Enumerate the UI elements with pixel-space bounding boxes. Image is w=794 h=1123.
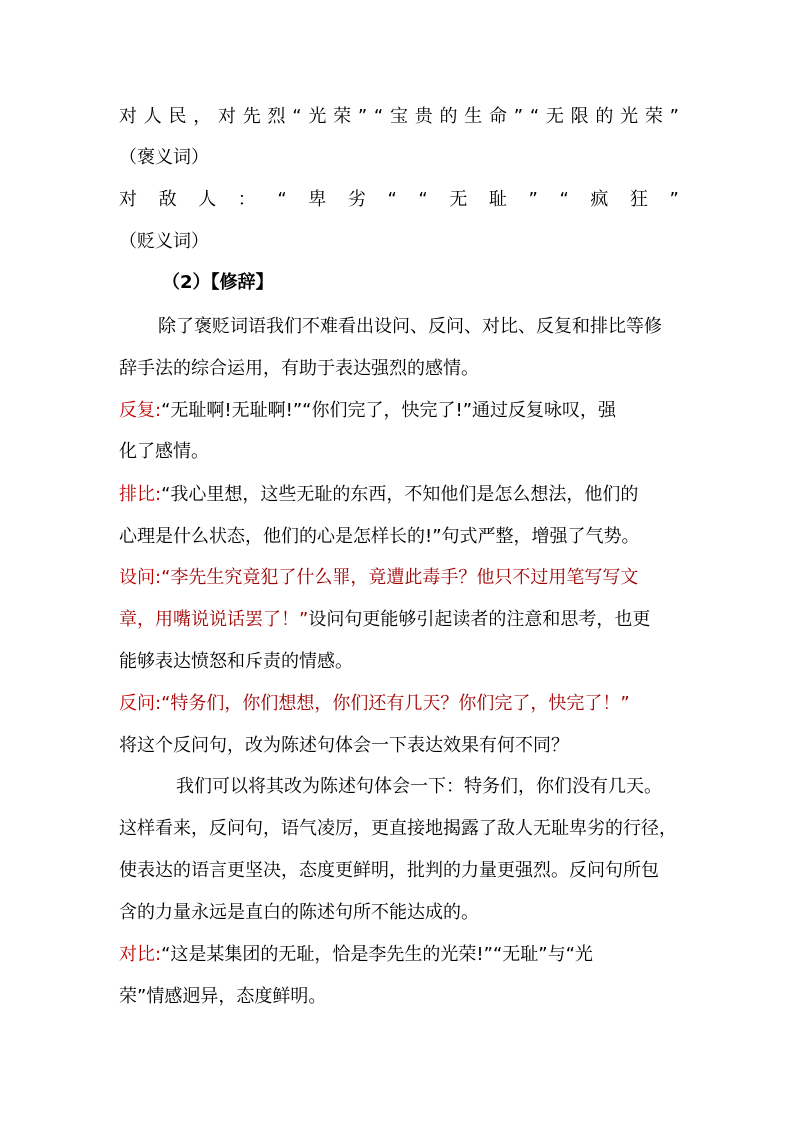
explanation-line-1: 我们可以将其改为陈述句体会一下：特务们，你们没有几天。 — [176, 776, 662, 797]
praise-char: 先 — [242, 106, 261, 127]
hypophora-quote: “李先生究竟犯了什么罪，竟遭此毒手？他只不过用笔写写文 — [161, 567, 639, 588]
intro-line-1: 除了褒贬词语我们不难看出设问、反问、对比、反复和排比等修 — [158, 316, 662, 337]
praise-char: 无 — [545, 106, 564, 127]
derogatory-char: 对 — [119, 189, 137, 210]
derogatory-char: 狂 — [629, 189, 648, 210]
praise-char: 光 — [620, 106, 639, 127]
rhetorical-line-1 — [119, 692, 679, 716]
praise-char: 生 — [464, 106, 483, 127]
praise-char: “ — [292, 106, 302, 127]
explanation-line-3: 使表达的语言更坚决，态度更鲜明，批判的力量更强烈。反问句所包 — [119, 860, 659, 881]
hypophora-label: 设问: — [119, 567, 162, 588]
contrast-text: “这是某集团的无耻，恰是李先生的光荣!”“无耻”与“光 — [161, 944, 593, 965]
praise-char: “ — [529, 106, 540, 127]
praise-char: 荣 — [644, 106, 663, 127]
praise-char: 对 — [119, 106, 137, 127]
derogatory-char: 人 — [198, 189, 217, 210]
praise-char: ” — [669, 106, 679, 127]
praise-char: 贵 — [414, 106, 433, 127]
derogatory-char: ” — [528, 189, 538, 210]
praise-char: 光 — [308, 106, 327, 127]
repetition-line-2: 化了感情。 — [119, 441, 209, 462]
praise-char: ” — [513, 106, 524, 127]
parallelism-text: “我心里想，这些无耻的东西，不知他们是怎么想法，他们的 — [161, 484, 639, 505]
derogatory-char: “ — [277, 189, 287, 210]
derogatory-char: ： — [237, 189, 256, 210]
derogatory-char: 劣 — [347, 189, 366, 210]
hypophora-text: 设问句更能够引起读者的注意和思考，也更 — [308, 609, 651, 630]
derogatory-line — [119, 188, 679, 212]
praise-char: 民 — [168, 106, 187, 127]
praise-char: 的 — [439, 106, 458, 127]
parallelism-label: 排比: — [119, 484, 162, 505]
explanation-line-4: 含的力量永远是直白的陈述句所不能达成的。 — [119, 902, 479, 923]
derogatory-char: “ — [559, 189, 569, 210]
derogatory-char: ” — [669, 189, 679, 210]
repetition-label: 反复: — [119, 400, 162, 421]
hypophora-line-2 — [119, 608, 679, 632]
contrast-label: 对比: — [119, 944, 162, 965]
praise-note: （褒义词） — [119, 147, 209, 168]
derogatory-note: （贬义词） — [119, 231, 209, 252]
derogatory-char: 敌 — [158, 189, 177, 210]
contrast-line-1 — [119, 943, 679, 967]
praise-char: “ — [373, 106, 384, 127]
parallelism-line-2: 心理是什么状态，他们的心是怎样长的!”句式严整，增强了气势。 — [119, 526, 640, 547]
repetition-line-1 — [119, 399, 679, 423]
derogatory-char: 疯 — [590, 189, 609, 210]
praise-char: ” — [357, 106, 368, 127]
praise-char: 烈 — [267, 106, 286, 127]
praise-char: 限 — [570, 106, 589, 127]
rhetorical-line-2: 将这个反问句，改为陈述句体会一下表达效果有何不同？ — [119, 735, 569, 756]
hypophora-line-1 — [119, 566, 679, 590]
contrast-line-2: 荣”情感迥异，态度鲜明。 — [119, 986, 327, 1007]
derogatory-char: “ — [387, 189, 397, 210]
derogatory-char: 卑 — [308, 189, 327, 210]
intro-line-2: 辞手法的综合运用，有助于表达强烈的感情。 — [119, 358, 479, 379]
rhetorical-label: 反问: — [119, 693, 162, 714]
rhetorical-quote: “特务们，你们想想，你们还有几天？你们完了，快完了！” — [161, 693, 630, 714]
praise-char: ， — [193, 106, 212, 127]
parallelism-line-1 — [119, 483, 679, 507]
praise-char: 的 — [595, 106, 614, 127]
repetition-text: “无耻啊!无耻啊!”“你们完了，快完了!”通过反复咏叹，强 — [161, 400, 617, 421]
section-heading: （2）【修辞】 — [162, 272, 274, 293]
praise-char: 荣 — [333, 106, 352, 127]
praise-char: 人 — [143, 106, 162, 127]
praise-line — [119, 105, 679, 129]
derogatory-char: 耻 — [488, 189, 507, 210]
praise-char: 命 — [488, 106, 507, 127]
derogatory-char: 无 — [449, 189, 468, 210]
praise-char: 对 — [218, 106, 236, 127]
hypophora-line-3: 能够表达愤怒和斥责的情感。 — [119, 651, 353, 672]
hypophora-quote-end: 章，用嘴说说话罢了！” — [119, 609, 309, 630]
praise-char: 宝 — [389, 106, 408, 127]
explanation-line-2: 这样看来，反问句，语气凌厉，更直接地揭露了敌人无耻卑劣的行径， — [119, 818, 677, 839]
derogatory-char: “ — [418, 189, 428, 210]
